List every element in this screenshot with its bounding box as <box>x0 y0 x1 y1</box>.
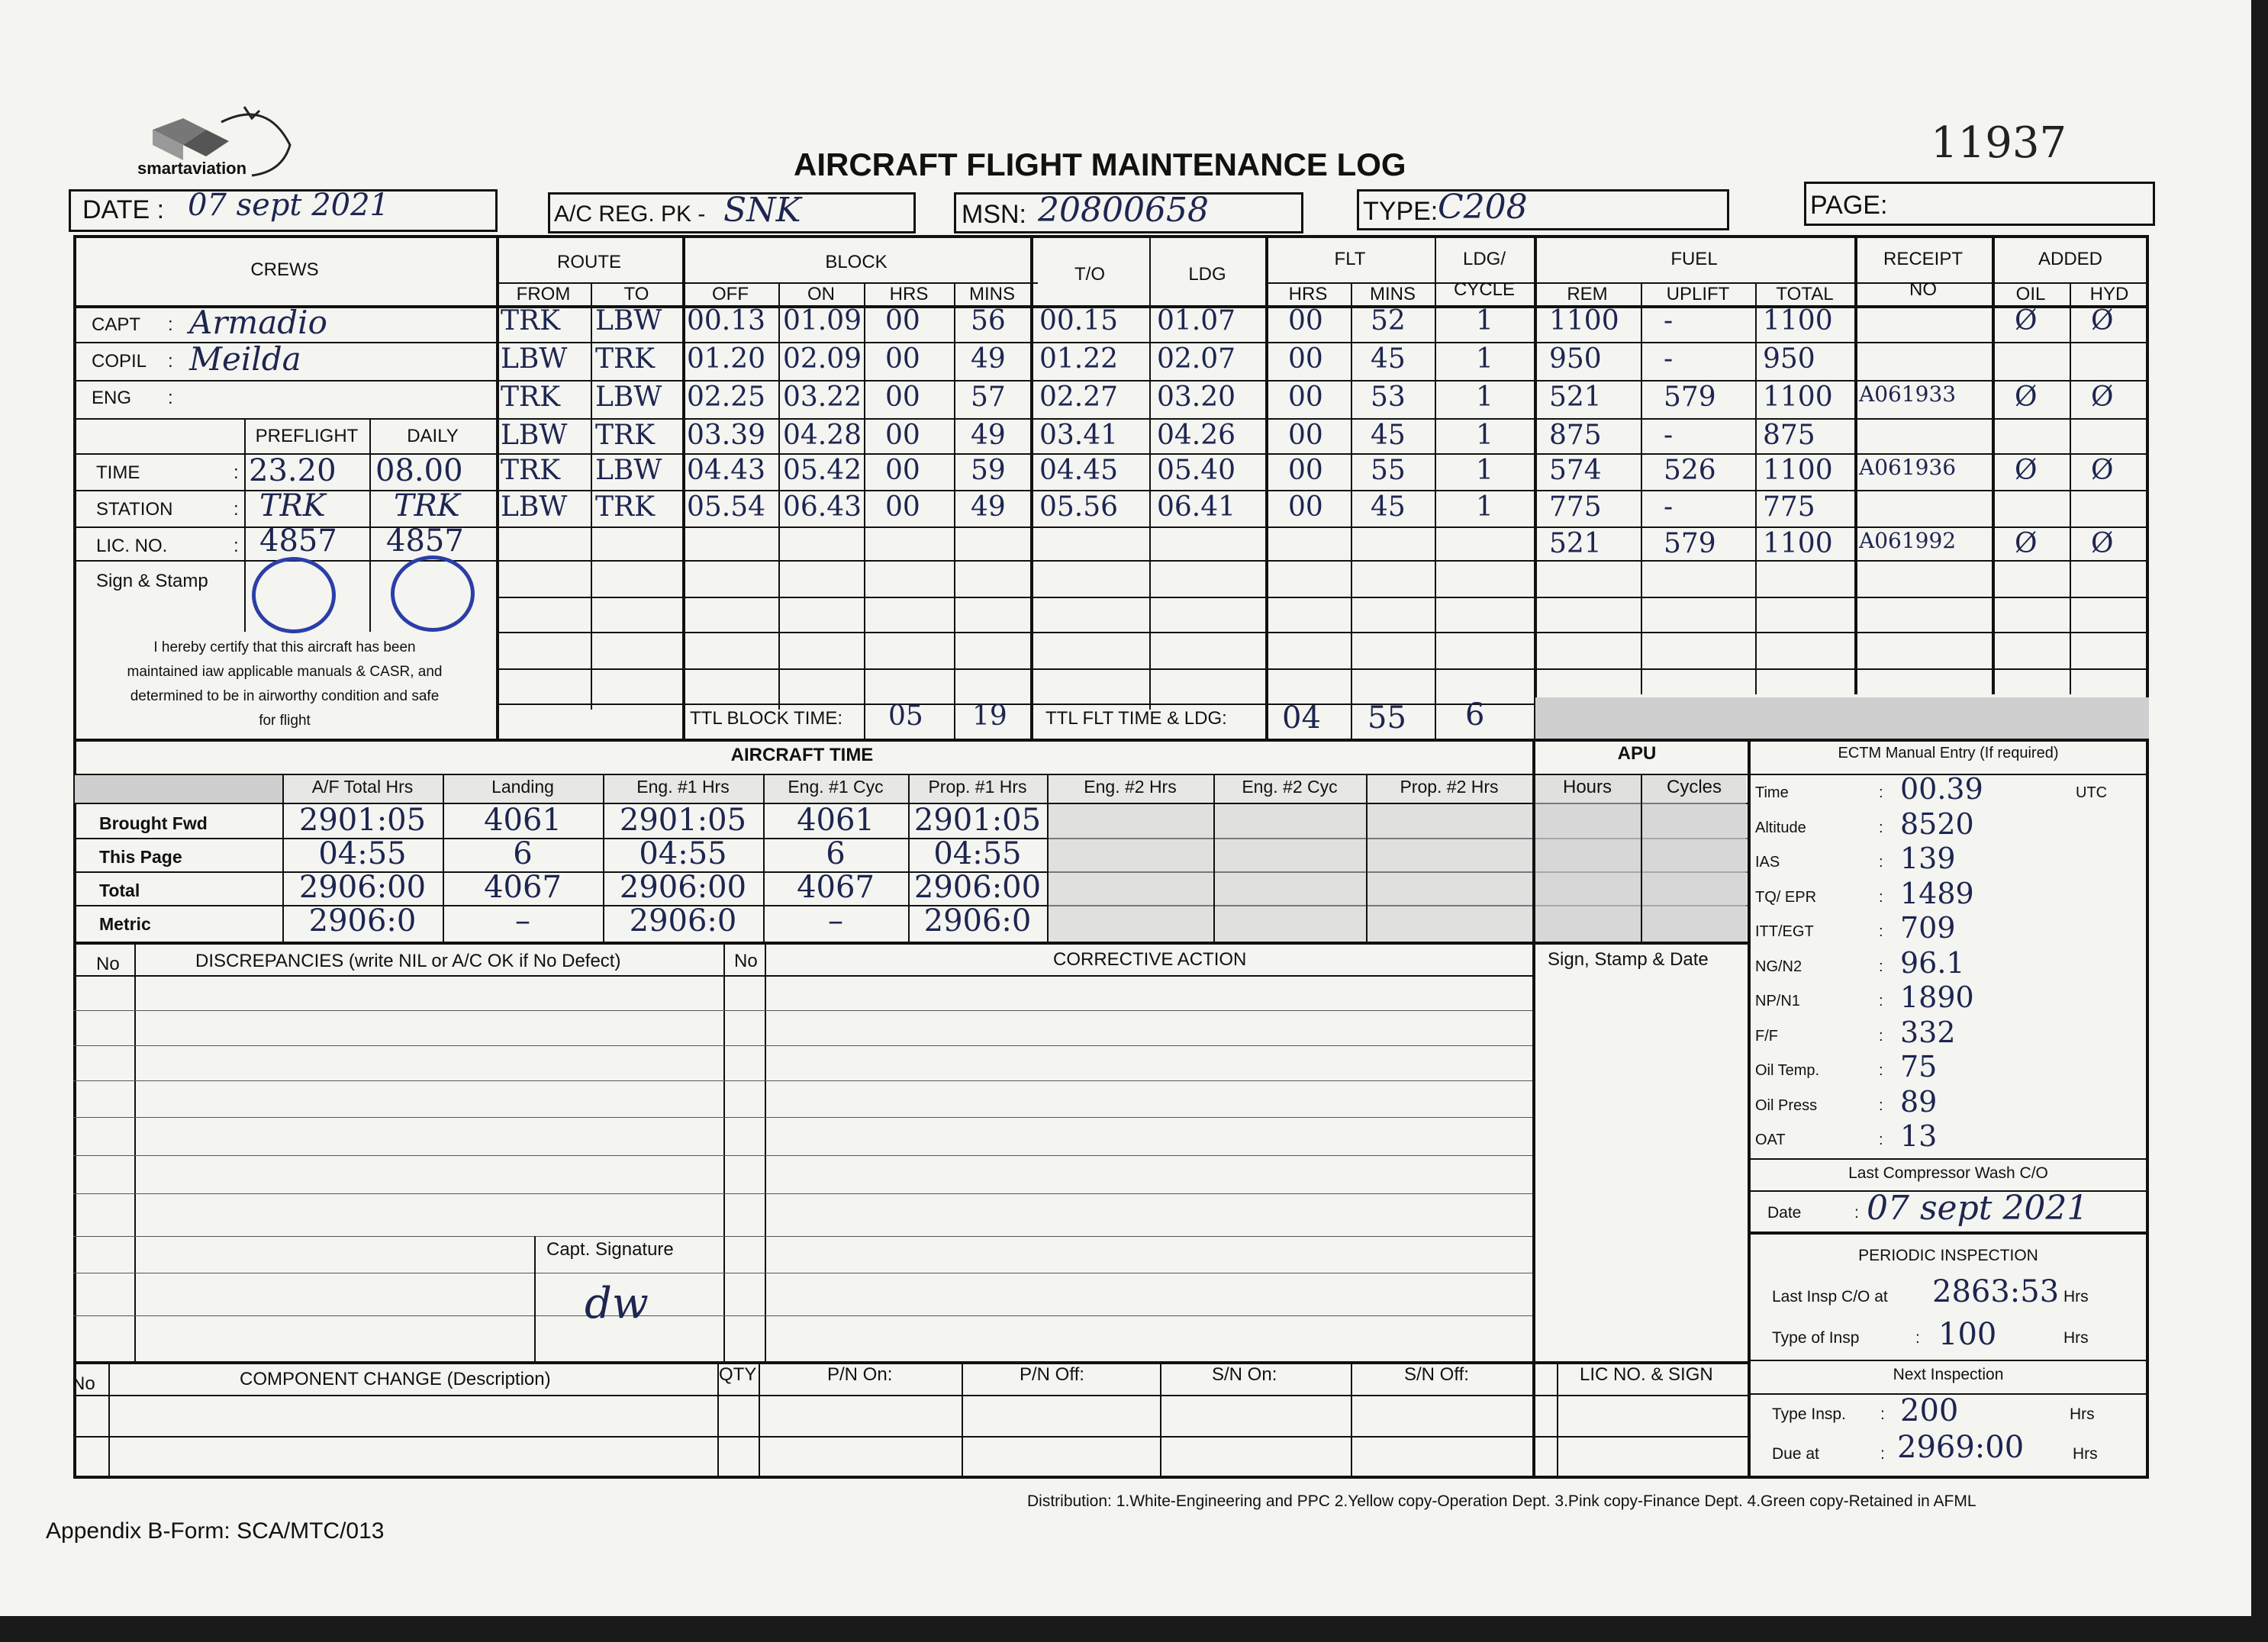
aircraft-time-cell: – <box>515 903 530 939</box>
aircraft-time-cell: 04:55 <box>318 836 407 871</box>
flight-cell-on: 04.28 <box>783 420 862 451</box>
flight-cell-flt_hrs: 00 <box>1288 382 1323 413</box>
msn-value: 20800658 <box>1038 191 1209 230</box>
fuel-header: FUEL <box>1670 249 1718 269</box>
sign-stamp-header: Sign, Stamp & Date <box>1548 949 1709 970</box>
ectm-value: 332 <box>1900 1015 1956 1049</box>
off-header: OFF <box>712 284 749 304</box>
flight-cell-on: 02.09 <box>783 343 862 375</box>
aircraft-time-cell: 6 <box>826 836 846 871</box>
on-header: ON <box>807 284 835 304</box>
aircraft-time-cell: 2901:05 <box>298 803 427 838</box>
form-title: AIRCRAFT FLIGHT MAINTENANCE LOG <box>794 146 1406 182</box>
flight-cell-from: TRK <box>501 305 561 336</box>
flight-cell-from: LBW <box>501 420 568 451</box>
aircraft-time-cell: 2906:00 <box>913 870 1042 905</box>
flight-cell-uplift: - <box>1664 343 1674 375</box>
aircraft-time-cell: 04:55 <box>639 836 727 871</box>
flight-cell-from: LBW <box>501 491 568 523</box>
stamp-preflight-icon <box>252 557 336 633</box>
flight-cell-ldg: 05.40 <box>1157 455 1236 486</box>
brand-logo <box>137 99 313 183</box>
flight-cell-cycle: 1 <box>1476 343 1493 375</box>
date-label: DATE : <box>82 195 165 224</box>
table-row <box>73 1117 1532 1118</box>
aircraft-time-column-header: Eng. #1 Cyc <box>788 777 884 797</box>
ldg-cycle-header-2: CYCLE <box>1453 279 1516 300</box>
time-label: TIME <box>96 462 140 483</box>
mins-header: MINS <box>969 284 1015 304</box>
flight-cell-flt_hrs: 00 <box>1288 420 1323 451</box>
ttl-flt-label: TTL FLT TIME & LDG: <box>1045 708 1227 729</box>
due-unit: Hrs <box>2073 1445 2098 1463</box>
due-label: Due at <box>1772 1445 1819 1463</box>
aircraft-time-cell: 4067 <box>797 870 875 905</box>
ttl-flt-hrs: 04 <box>1282 700 1321 736</box>
ectm-value: 8520 <box>1900 807 1974 841</box>
flight-cell-total: 875 <box>1763 420 1815 451</box>
comp-pn-on-header: P/N On: <box>827 1364 893 1385</box>
flight-cell-to_time: 02.27 <box>1039 382 1119 413</box>
aircraft-time-cell: 2901:05 <box>913 803 1042 838</box>
flight-cell-ldg: 04.26 <box>1157 420 1236 451</box>
time-preflight: 23.20 <box>249 453 337 488</box>
flight-cell-to: TRK <box>595 343 656 375</box>
wash-header: Last Compressor Wash C/O <box>1848 1164 2048 1182</box>
ectm-label: OAT <box>1755 1132 1786 1148</box>
receipt-header: RECEIPT <box>1883 249 1963 269</box>
comp-sn-off-header: S/N Off: <box>1404 1364 1469 1385</box>
type-value: C208 <box>1438 188 1528 227</box>
ectm-colon: : <box>1879 923 1883 940</box>
copil-value: Meilda <box>189 340 301 378</box>
ectm-colon: : <box>1879 1027 1883 1045</box>
flight-cell-cycle: 1 <box>1476 420 1493 451</box>
next-type-label: Type Insp. <box>1772 1405 1846 1423</box>
cert-line-4: for flight <box>259 713 311 729</box>
aircraft-time-cell: 2906:0 <box>923 903 1032 939</box>
aircraft-time-cell: 4067 <box>484 870 562 905</box>
flight-cell-total: 1100 <box>1763 455 1833 486</box>
flight-cell-mins: 49 <box>971 420 1006 451</box>
ttl-ldg: 6 <box>1465 697 1485 732</box>
receipt-header-2: NO <box>1909 279 1937 300</box>
aircraft-time-cell: 4061 <box>484 803 562 838</box>
flight-cell-receipt: A061936 <box>1859 455 1957 480</box>
flt-hrs-header: HRS <box>1288 284 1328 304</box>
flight-cell-from: TRK <box>501 455 561 486</box>
ectm-colon: : <box>1879 784 1883 801</box>
comp-no-label: No <box>72 1373 95 1394</box>
comp-desc-header: COMPONENT CHANGE (Description) <box>240 1369 551 1389</box>
aircraft-time-cell: 04:55 <box>933 836 1022 871</box>
aircraft-time-cell: 2906:00 <box>298 870 427 905</box>
flight-cell-oil: Ø <box>2015 382 2038 413</box>
aircraft-time-row-label: Total <box>99 881 140 900</box>
flight-cell-oil: Ø <box>2015 305 2038 336</box>
due-value: 2969:00 <box>1897 1430 2025 1465</box>
flight-cell-hrs: 00 <box>885 455 920 486</box>
flight-cell-ldg: 06.41 <box>1157 491 1236 523</box>
aircraft-time-row-label: Metric <box>99 914 151 934</box>
next-insp-header: Next Inspection <box>1893 1366 2004 1383</box>
from-header: FROM <box>516 284 571 304</box>
flight-cell-mins: 57 <box>971 382 1006 413</box>
reg-label: A/C REG. PK - <box>554 201 706 227</box>
aircraft-time-column-header: Eng. #2 Hrs <box>1084 777 1177 797</box>
last-insp-label: Last Insp C/O at <box>1772 1288 1888 1306</box>
uplift-header: UPLIFT <box>1666 284 1730 304</box>
flight-cell-off: 03.39 <box>687 420 766 451</box>
flight-cell-oil: Ø <box>2015 528 2038 559</box>
ectm-colon: : <box>1879 958 1883 975</box>
ectm-value: 139 <box>1900 842 1956 875</box>
flight-cell-receipt: A061992 <box>1859 528 1957 553</box>
ectm-colon: : <box>1879 1062 1883 1079</box>
flight-cell-uplift: 579 <box>1664 528 1716 559</box>
aircraft-time-header: AIRCRAFT TIME <box>730 745 874 765</box>
flight-cell-mins: 49 <box>971 491 1006 523</box>
time-daily: 08.00 <box>375 453 463 488</box>
flight-cell-cycle: 1 <box>1476 382 1493 413</box>
capt-label: CAPT <box>92 314 141 335</box>
ectm-label: Oil Press <box>1755 1096 1818 1114</box>
next-type-value: 200 <box>1900 1393 1959 1428</box>
table-row <box>73 1193 1532 1194</box>
flight-cell-to_time: 03.41 <box>1039 420 1119 451</box>
flight-cell-off: 00.13 <box>687 305 766 336</box>
flt-header: FLT <box>1334 249 1366 269</box>
ectm-label: Time <box>1755 784 1789 801</box>
log-sheet: smartaviation AIRCRAFT FLIGHT MAINTENANCE LOG 11937 DATE : 07 sept 2021 A/C REG. PK - SNK MSN: 20800658 TYPE: C208 PAGE: CREWS ROUTE FROM TO BLOCK OFF ON HRS MINS T/O LDG FLT HRS MINS LDG/ CYCLE FUEL REM UPLIFT TOTAL RECEIPT NO ADDED OIL HYD CAPT : Armadio COPIL : Meilda ENG : PREFLIGHT DAILY TIME : 23.20 08.00 STATION : TRK TRK LIC. NO. : 4857 4857 Sign & Stamp I hereby certify that this aircraft has been maintained iaw applicable manuals & CASR, and determined to be in airworthy condition and safe for flight TRK LBW 00.13 01.09 00 56 00.15 01.07 00 52 1 1100 - 1100 Ø Ø LBW TRK 01.20 02.09 00 49 01.22 02.07 00 45 1 950 - 950 TRK LBW 02.25 03.22 00 57 02.27 03.20 00 53 1 521 579 1100 A061933 Ø Ø LBW TRK 03.39 04.28 00 49 03.41 04.26 00 45 1 875 - 875 TRK LBW 04.43 05.42 00 59 04.45 05.40 00 55 1 574 526 1100 A061936 Ø Ø LBW TRK 05.54 06.43 00 49 05.56 06.41 00 45 1 775 - 775 521 579 1100 A061992 Ø Ø TTL BLOCK TIME: 05 19 TTL FLT TIME & LDG: 04 55 6 AIRCRAFT TIME APU ECTM Manual Entry (If required) A/F Total Hrs Landing Eng. #1 Hrs Eng. #1 Cyc Prop. #1 Hrs Eng. #2 Hrs Eng. #2 Cyc Prop. #2 Hrs Hours Cycles Brought Fwd 2901:05 4061 2901:05 4061 2901:05 This Page 04:55 6 04:55 6 04:55 Total 2906:00 4067 2906:00 4067 2906:00 Metric 2906:0 – 2906:0 – 2906:0 Time : 00.39 UTC Altitude : 8520 IAS : 139 TQ/ EPR : 1489 ITT/EGT : 709 NG/N2 : 96.1 NP/N1 : 1890 F/F : 332 Oil Temp. : 75 Oil Press : 89 OAT : 13 Last Compressor Wash C/O Date : 07 sept 2021 PERIODIC INSPECTION Last Insp C/O at 2863:53 Hrs Type of Insp : 100 Hrs Next Inspection Type Insp. : 200 Hrs Due at : 2969:00 Hrs No DISCREPANCIES (write NIL or A/C OK if No Defect) No CORRECTIVE ACTION Sign, Stamp & Date Capt. Signature dw No COMPONENT CHANGE (Description) QTY P/N On: P/N Off: S/N On: S/N Off: LIC NO. & SIGN Distribution: 1.White-Engineering and PPC 2.Yellow copy-Operation Dept. 3.Pink copy-Finance Dept. 4.Green copy-Retained in AFML Appendix B-Form: SCA/MTC/013 <box>0 0 2251 1616</box>
table-row <box>73 1045 1532 1046</box>
aircraft-time-column-header: A/F Total Hrs <box>311 777 414 797</box>
ttl-block-label: TTL BLOCK TIME: <box>690 708 843 729</box>
flight-cell-cycle: 1 <box>1476 305 1493 336</box>
ectm-colon: : <box>1879 1132 1883 1148</box>
type-insp-unit: Hrs <box>2063 1329 2089 1347</box>
flight-cell-on: 06.43 <box>783 491 862 523</box>
station-preflight: TRK <box>259 488 326 523</box>
flight-cell-flt_mins: 55 <box>1371 455 1406 486</box>
ectm-label: NG/N2 <box>1755 958 1802 975</box>
station-label: STATION <box>96 499 173 520</box>
flight-cell-on: 01.09 <box>783 305 862 336</box>
aircraft-time-cell: – <box>828 903 843 939</box>
flight-cell-uplift: 579 <box>1664 382 1716 413</box>
flight-cell-hrs: 00 <box>885 420 920 451</box>
flight-cell-flt_mins: 45 <box>1371 343 1406 375</box>
corrective-header: CORRECTIVE ACTION <box>1053 949 1247 970</box>
aircraft-time-column-header: Landing <box>491 777 554 797</box>
flight-cell-cycle: 1 <box>1476 491 1493 523</box>
ectm-label: Altitude <box>1755 819 1806 836</box>
aircraft-time-column-header: Eng. #2 Cyc <box>1242 777 1338 797</box>
oil-header: OIL <box>2015 284 2046 304</box>
to-header: TO <box>623 284 649 304</box>
date-value: 07 sept 2021 <box>188 188 390 223</box>
ectm-colon: : <box>1879 888 1883 906</box>
last-insp-value: 2863:53 <box>1932 1274 2060 1309</box>
table-row <box>73 1080 1532 1081</box>
flight-cell-flt_hrs: 00 <box>1288 305 1323 336</box>
ectm-value: 89 <box>1900 1084 1938 1119</box>
ttl-flt-mins: 55 <box>1368 700 1406 736</box>
flight-cell-hrs: 00 <box>885 491 920 523</box>
flight-cell-to: TRK <box>595 491 656 523</box>
flight-cell-rem: 1100 <box>1549 305 1619 336</box>
ectm-colon: : <box>1879 993 1883 1009</box>
flight-cell-total: 1100 <box>1763 528 1833 559</box>
table-row <box>73 1010 1532 1011</box>
disc-header: DISCREPANCIES (write NIL or A/C OK if No Defect) <box>195 951 621 971</box>
apu-header: APU <box>1617 743 1657 764</box>
flight-cell-hyd: Ø <box>2091 382 2114 413</box>
flight-cell-hyd: Ø <box>2091 528 2114 559</box>
flight-cell-flt_mins: 45 <box>1371 491 1406 523</box>
apu-cycles-header: Cycles <box>1666 777 1722 797</box>
flight-cell-hyd: Ø <box>2091 455 2114 486</box>
flight-cell-hyd: Ø <box>2091 305 2114 336</box>
type-insp-value: 100 <box>1938 1317 1997 1352</box>
flight-cell-flt_mins: 52 <box>1371 305 1406 336</box>
flight-cell-uplift: - <box>1664 420 1674 451</box>
flight-cell-total: 775 <box>1763 491 1815 523</box>
flight-cell-total: 950 <box>1763 343 1815 375</box>
flight-cell-ldg: 02.07 <box>1157 343 1236 375</box>
ectm-label: F/F <box>1755 1027 1778 1045</box>
flight-cell-on: 03.22 <box>783 382 862 413</box>
ectm-label: TQ/ EPR <box>1755 888 1817 906</box>
ectm-header: ECTM Manual Entry (If required) <box>1838 745 2059 761</box>
distribution-note: Distribution: 1.White-Engineering and PPC 2.Yellow copy-Operation Dept. 3.Pink copy-Finance Dept. 4.Green copy-Retained in AFML <box>1027 1492 1976 1510</box>
flight-cell-mins: 56 <box>971 305 1006 336</box>
page-label: PAGE: <box>1810 191 1888 220</box>
ectm-value: 96.1 <box>1900 945 1965 980</box>
comp-qty-header: QTY <box>719 1364 757 1385</box>
aircraft-time-row-label: Brought Fwd <box>99 813 208 833</box>
added-header: ADDED <box>2038 249 2102 269</box>
flight-cell-flt_hrs: 00 <box>1288 343 1323 375</box>
flight-cell-to_time: 00.15 <box>1039 305 1119 336</box>
cert-line-2: maintained iaw applicable manuals & CASR, and <box>127 664 443 680</box>
flight-cell-total: 1100 <box>1763 305 1833 336</box>
flight-cell-flt_hrs: 00 <box>1288 491 1323 523</box>
ectm-unit: UTC <box>2076 784 2108 801</box>
comp-pn-off-header: P/N Off: <box>1020 1364 1084 1385</box>
wash-date-label: Date <box>1767 1204 1802 1222</box>
capt-value: Armadio <box>189 304 327 341</box>
daily-header: DAILY <box>407 426 459 446</box>
route-header: ROUTE <box>557 252 621 272</box>
aircraft-time-cell: 4061 <box>797 803 875 838</box>
flight-cell-mins: 49 <box>971 343 1006 375</box>
aircraft-time-column-header: Prop. #1 Hrs <box>928 777 1027 797</box>
block-header: BLOCK <box>825 252 888 272</box>
capt-signature-label: Capt. Signature <box>546 1239 674 1260</box>
flight-cell-hrs: 00 <box>885 305 920 336</box>
flight-cell-from: TRK <box>501 382 561 413</box>
flight-cell-on: 05.42 <box>783 455 862 486</box>
eng-label: ENG <box>92 388 132 408</box>
flight-cell-flt_hrs: 00 <box>1288 455 1323 486</box>
aircraft-time-column-header: Eng. #1 Hrs <box>636 777 730 797</box>
flight-cell-to: TRK <box>595 420 656 451</box>
ectm-value: 00.39 <box>1900 772 1983 806</box>
ectm-colon: : <box>1879 819 1883 836</box>
ectm-value: 1489 <box>1900 876 1974 910</box>
flight-cell-rem: 950 <box>1549 343 1602 375</box>
flight-cell-to_time: 04.45 <box>1039 455 1119 486</box>
flight-cell-uplift: - <box>1664 491 1674 523</box>
form-number: Appendix B-Form: SCA/MTC/013 <box>46 1518 385 1544</box>
flight-cell-total: 1100 <box>1763 382 1833 413</box>
wash-date-value: 07 sept 2021 <box>1867 1189 2089 1228</box>
aircraft-time-cell: 6 <box>513 836 533 871</box>
brand-name: smartaviation <box>137 159 247 178</box>
lic-daily: 4857 <box>386 523 464 559</box>
flight-cell-to: LBW <box>595 382 662 413</box>
ectm-value: 75 <box>1900 1050 1938 1083</box>
flight-cell-hrs: 00 <box>885 343 920 375</box>
serial-number: 11937 <box>1931 118 2067 168</box>
ectm-value: 13 <box>1900 1119 1938 1153</box>
ectm-label: NP/N1 <box>1755 993 1800 1009</box>
flight-cell-uplift: 526 <box>1664 455 1716 486</box>
ectm-colon: : <box>1879 854 1883 871</box>
lic-label: LIC. NO. <box>96 536 168 556</box>
flight-cell-to: LBW <box>595 305 662 336</box>
flight-cell-rem: 775 <box>1549 491 1602 523</box>
reg-value: SNK <box>723 191 801 230</box>
flight-cell-from: LBW <box>501 343 568 375</box>
flight-cell-to_time: 05.56 <box>1039 491 1119 523</box>
disc-no-label: No <box>96 954 120 974</box>
flight-cell-mins: 59 <box>971 455 1006 486</box>
ectm-label: Oil Temp. <box>1755 1062 1820 1079</box>
flight-cell-hrs: 00 <box>885 382 920 413</box>
flight-cell-to_time: 01.22 <box>1039 343 1119 375</box>
ectm-value: 709 <box>1900 911 1956 945</box>
aircraft-time-row-label: This Page <box>99 847 182 867</box>
cert-line-3: determined to be in airworthy condition and safe <box>130 688 440 704</box>
flight-cell-receipt: A061933 <box>1859 382 1957 407</box>
ttl-block-mins: 19 <box>972 700 1007 732</box>
copil-label: COPIL <box>92 351 147 372</box>
ectm-label: ITT/EGT <box>1755 923 1814 940</box>
total-header: TOTAL <box>1776 284 1834 304</box>
corr-no-label: No <box>734 951 758 971</box>
type-insp-label: Type of Insp <box>1772 1329 1860 1347</box>
ldg-header: LDG <box>1188 264 1226 285</box>
aircraft-time-cell: 2901:05 <box>619 803 747 838</box>
to-time-header: T/O <box>1074 264 1105 285</box>
rem-header: REM <box>1567 284 1608 304</box>
flight-cell-to: LBW <box>595 455 662 486</box>
flight-cell-cycle: 1 <box>1476 455 1493 486</box>
flight-cell-off: 01.20 <box>687 343 766 375</box>
flight-cell-rem: 875 <box>1549 420 1602 451</box>
hrs-header: HRS <box>889 284 929 304</box>
flt-mins-header: MINS <box>1370 284 1416 304</box>
table-row <box>73 1236 1532 1237</box>
ectm-colon: : <box>1879 1096 1883 1114</box>
flight-cell-ldg: 03.20 <box>1157 382 1236 413</box>
apu-hours-header: Hours <box>1562 777 1612 797</box>
crews-header: CREWS <box>250 259 319 280</box>
lic-preflight: 4857 <box>259 523 337 559</box>
aircraft-time-cell: 2906:0 <box>629 903 737 939</box>
flight-cell-off: 04.43 <box>687 455 766 486</box>
aircraft-time-cell: 2906:0 <box>308 903 417 939</box>
flight-cell-off: 05.54 <box>687 491 766 523</box>
preflight-header: PREFLIGHT <box>255 426 359 446</box>
ectm-value: 1890 <box>1900 980 1974 1014</box>
ectm-label: IAS <box>1755 854 1780 871</box>
ldg-cycle-header: LDG/ <box>1462 249 1506 269</box>
flight-cell-off: 02.25 <box>687 382 766 413</box>
stamp-daily-icon <box>391 555 475 632</box>
aircraft-time-column-header: Prop. #2 Hrs <box>1400 777 1499 797</box>
cert-line-1: I hereby certify that this aircraft has been <box>153 639 416 655</box>
aircraft-time-cell: 2906:00 <box>619 870 747 905</box>
msn-label: MSN: <box>962 200 1026 229</box>
capt-signature: dw <box>585 1279 649 1328</box>
hyd-header: HYD <box>2089 284 2129 304</box>
table-row <box>73 1315 1532 1316</box>
flight-cell-flt_mins: 45 <box>1371 420 1406 451</box>
next-type-unit: Hrs <box>2070 1405 2095 1423</box>
flight-cell-rem: 521 <box>1549 528 1602 559</box>
ttl-block-hrs: 05 <box>888 700 923 732</box>
flight-cell-oil: Ø <box>2015 455 2038 486</box>
table-row <box>73 1155 1532 1156</box>
flight-cell-rem: 574 <box>1549 455 1602 486</box>
last-insp-unit: Hrs <box>2063 1288 2089 1306</box>
station-daily: TRK <box>394 488 460 523</box>
flight-cell-rem: 521 <box>1549 382 1602 413</box>
type-label: TYPE: <box>1363 197 1438 226</box>
flight-cell-flt_mins: 53 <box>1371 382 1406 413</box>
periodic-header: PERIODIC INSPECTION <box>1858 1247 2038 1264</box>
flight-cell-uplift: - <box>1664 305 1674 336</box>
flight-cell-ldg: 01.07 <box>1157 305 1236 336</box>
comp-lic-sign-header: LIC NO. & SIGN <box>1580 1364 1713 1385</box>
sign-label: Sign & Stamp <box>96 571 208 591</box>
comp-sn-on-header: S/N On: <box>1212 1364 1277 1385</box>
